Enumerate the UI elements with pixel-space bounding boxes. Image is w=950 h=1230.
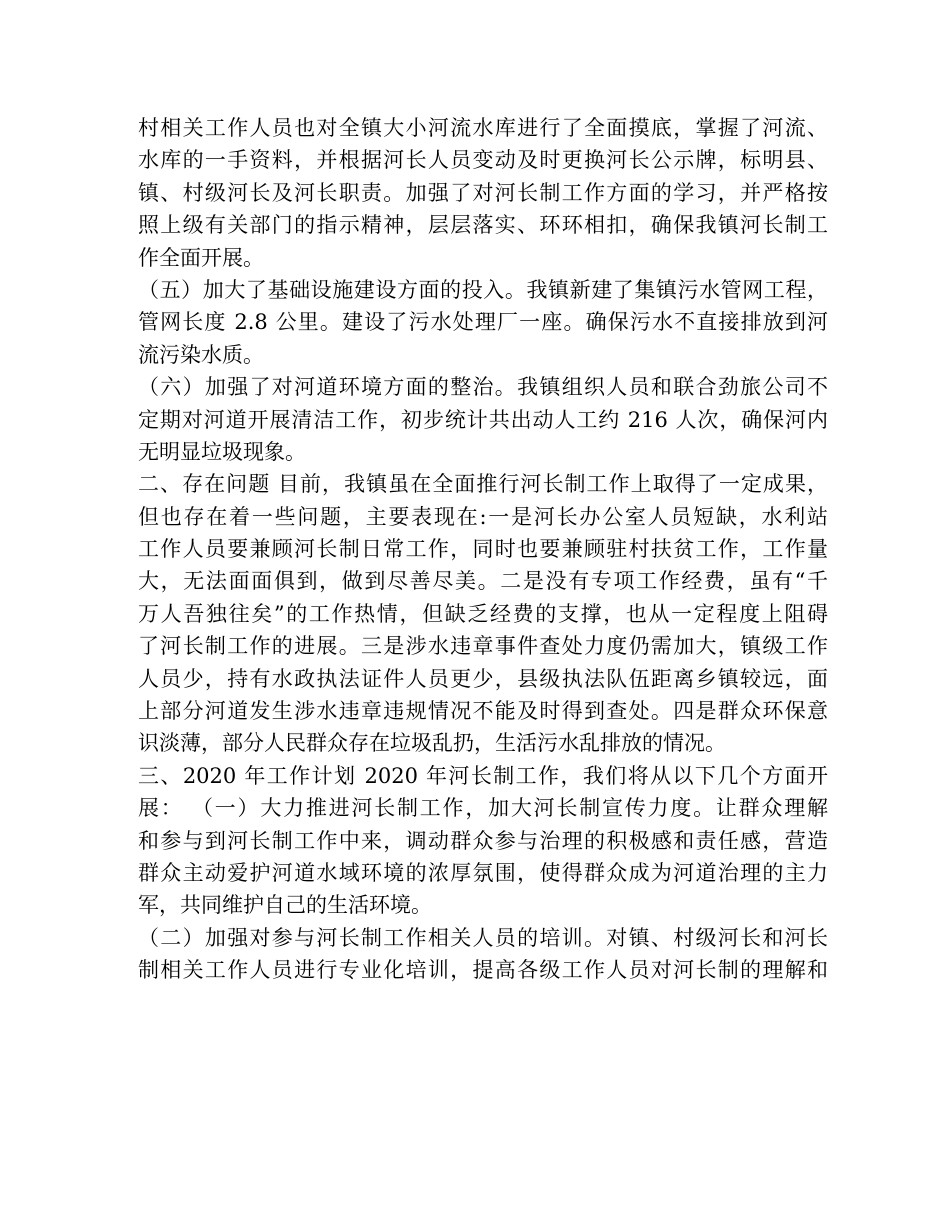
text-line: 了河长制工作的进展。三是涉水违章事件查处力度仍需加大，镇级工作 (138, 634, 828, 659)
text-line: 展： （一）大力推进河长制工作，加大河长制宣传力度。让群众理解 (138, 796, 828, 821)
document-body (138, 112, 828, 987)
text-line: 二、存在问题 目前，我镇虽在全面推行河长制工作上取得了一定成果， (138, 472, 828, 497)
text-line: 水库的一手资料，并根据河长人员变动及时更换河长公示牌，标明县、 (138, 148, 828, 173)
text-line: 管网长度 2.8 公里。建设了污水处理厂一座。确保污水不直接排放到河 (138, 310, 828, 335)
text-line: 无明显垃圾现象。 (138, 439, 306, 464)
text-line: 制相关工作人员进行专业化培训，提高各级工作人员对河长制的理解和 (138, 958, 828, 983)
text-line: 流污染水质。 (138, 342, 264, 367)
text-line: 识淡薄，部分人民群众存在垃圾乱扔，生活污水乱排放的情况。 (138, 731, 726, 756)
text-line: （六）加强了对河道环境方面的整治。我镇组织人员和联合劲旅公司不 (138, 375, 828, 400)
text-line: （五）加大了基础设施建设方面的投入。我镇新建了集镇污水管网工程， (138, 277, 828, 302)
text-line: 三、2020 年工作计划 2020 年河长制工作，我们将从以下几个方面开 (138, 763, 828, 788)
text-line: 定期对河道开展清洁工作，初步统计共出动人工约 216 人次，确保河内 (138, 407, 828, 432)
text-line: 人员少，持有水政执法证件人员更少，县级执法队伍距离乡镇较远，面 (138, 666, 828, 691)
text-line: 但也存在着一些问题，主要表现在:一是河长办公室人员短缺，水利站 (138, 504, 828, 529)
text-line: 村相关工作人员也对全镇大小河流水库进行了全面摸底，掌握了河流、 (138, 116, 828, 140)
text-line: 群众主动爱护河道水域环境的浓厚氛围，使得群众成为河道治理的主力 (138, 860, 828, 885)
text-line: 照上级有关部门的指示精神，层层落实、环环相扣，确保我镇河长制工 (138, 213, 828, 238)
text-line: 镇、村级河长及河长职责。加强了对河长制工作方面的学习，并严格按 (138, 180, 828, 205)
text-line: 和参与到河长制工作中来，调动群众参与治理的积极感和责任感，营造 (138, 828, 828, 853)
text-line: 大，无法面面俱到，做到尽善尽美。二是没有专项工作经费，虽有“千 (138, 569, 828, 594)
text-line: 上部分河道发生涉水违章违规情况不能及时得到查处。四是群众环保意 (138, 699, 828, 724)
text-line: 万人吾独往矣”的工作热情，但缺乏经费的支撑，也从一定程度上阻碍 (138, 601, 828, 626)
text-line: （二）加强对参与河长制工作相关人员的培训。对镇、村级河长和河长 (138, 925, 828, 950)
text-line: 工作人员要兼顾河长制日常工作，同时也要兼顾驻村扶贫工作，工作量 (138, 537, 828, 562)
text-line: 作全面开展。 (138, 245, 264, 270)
text-line: 军，共同维护自己的生活环境。 (138, 893, 432, 918)
